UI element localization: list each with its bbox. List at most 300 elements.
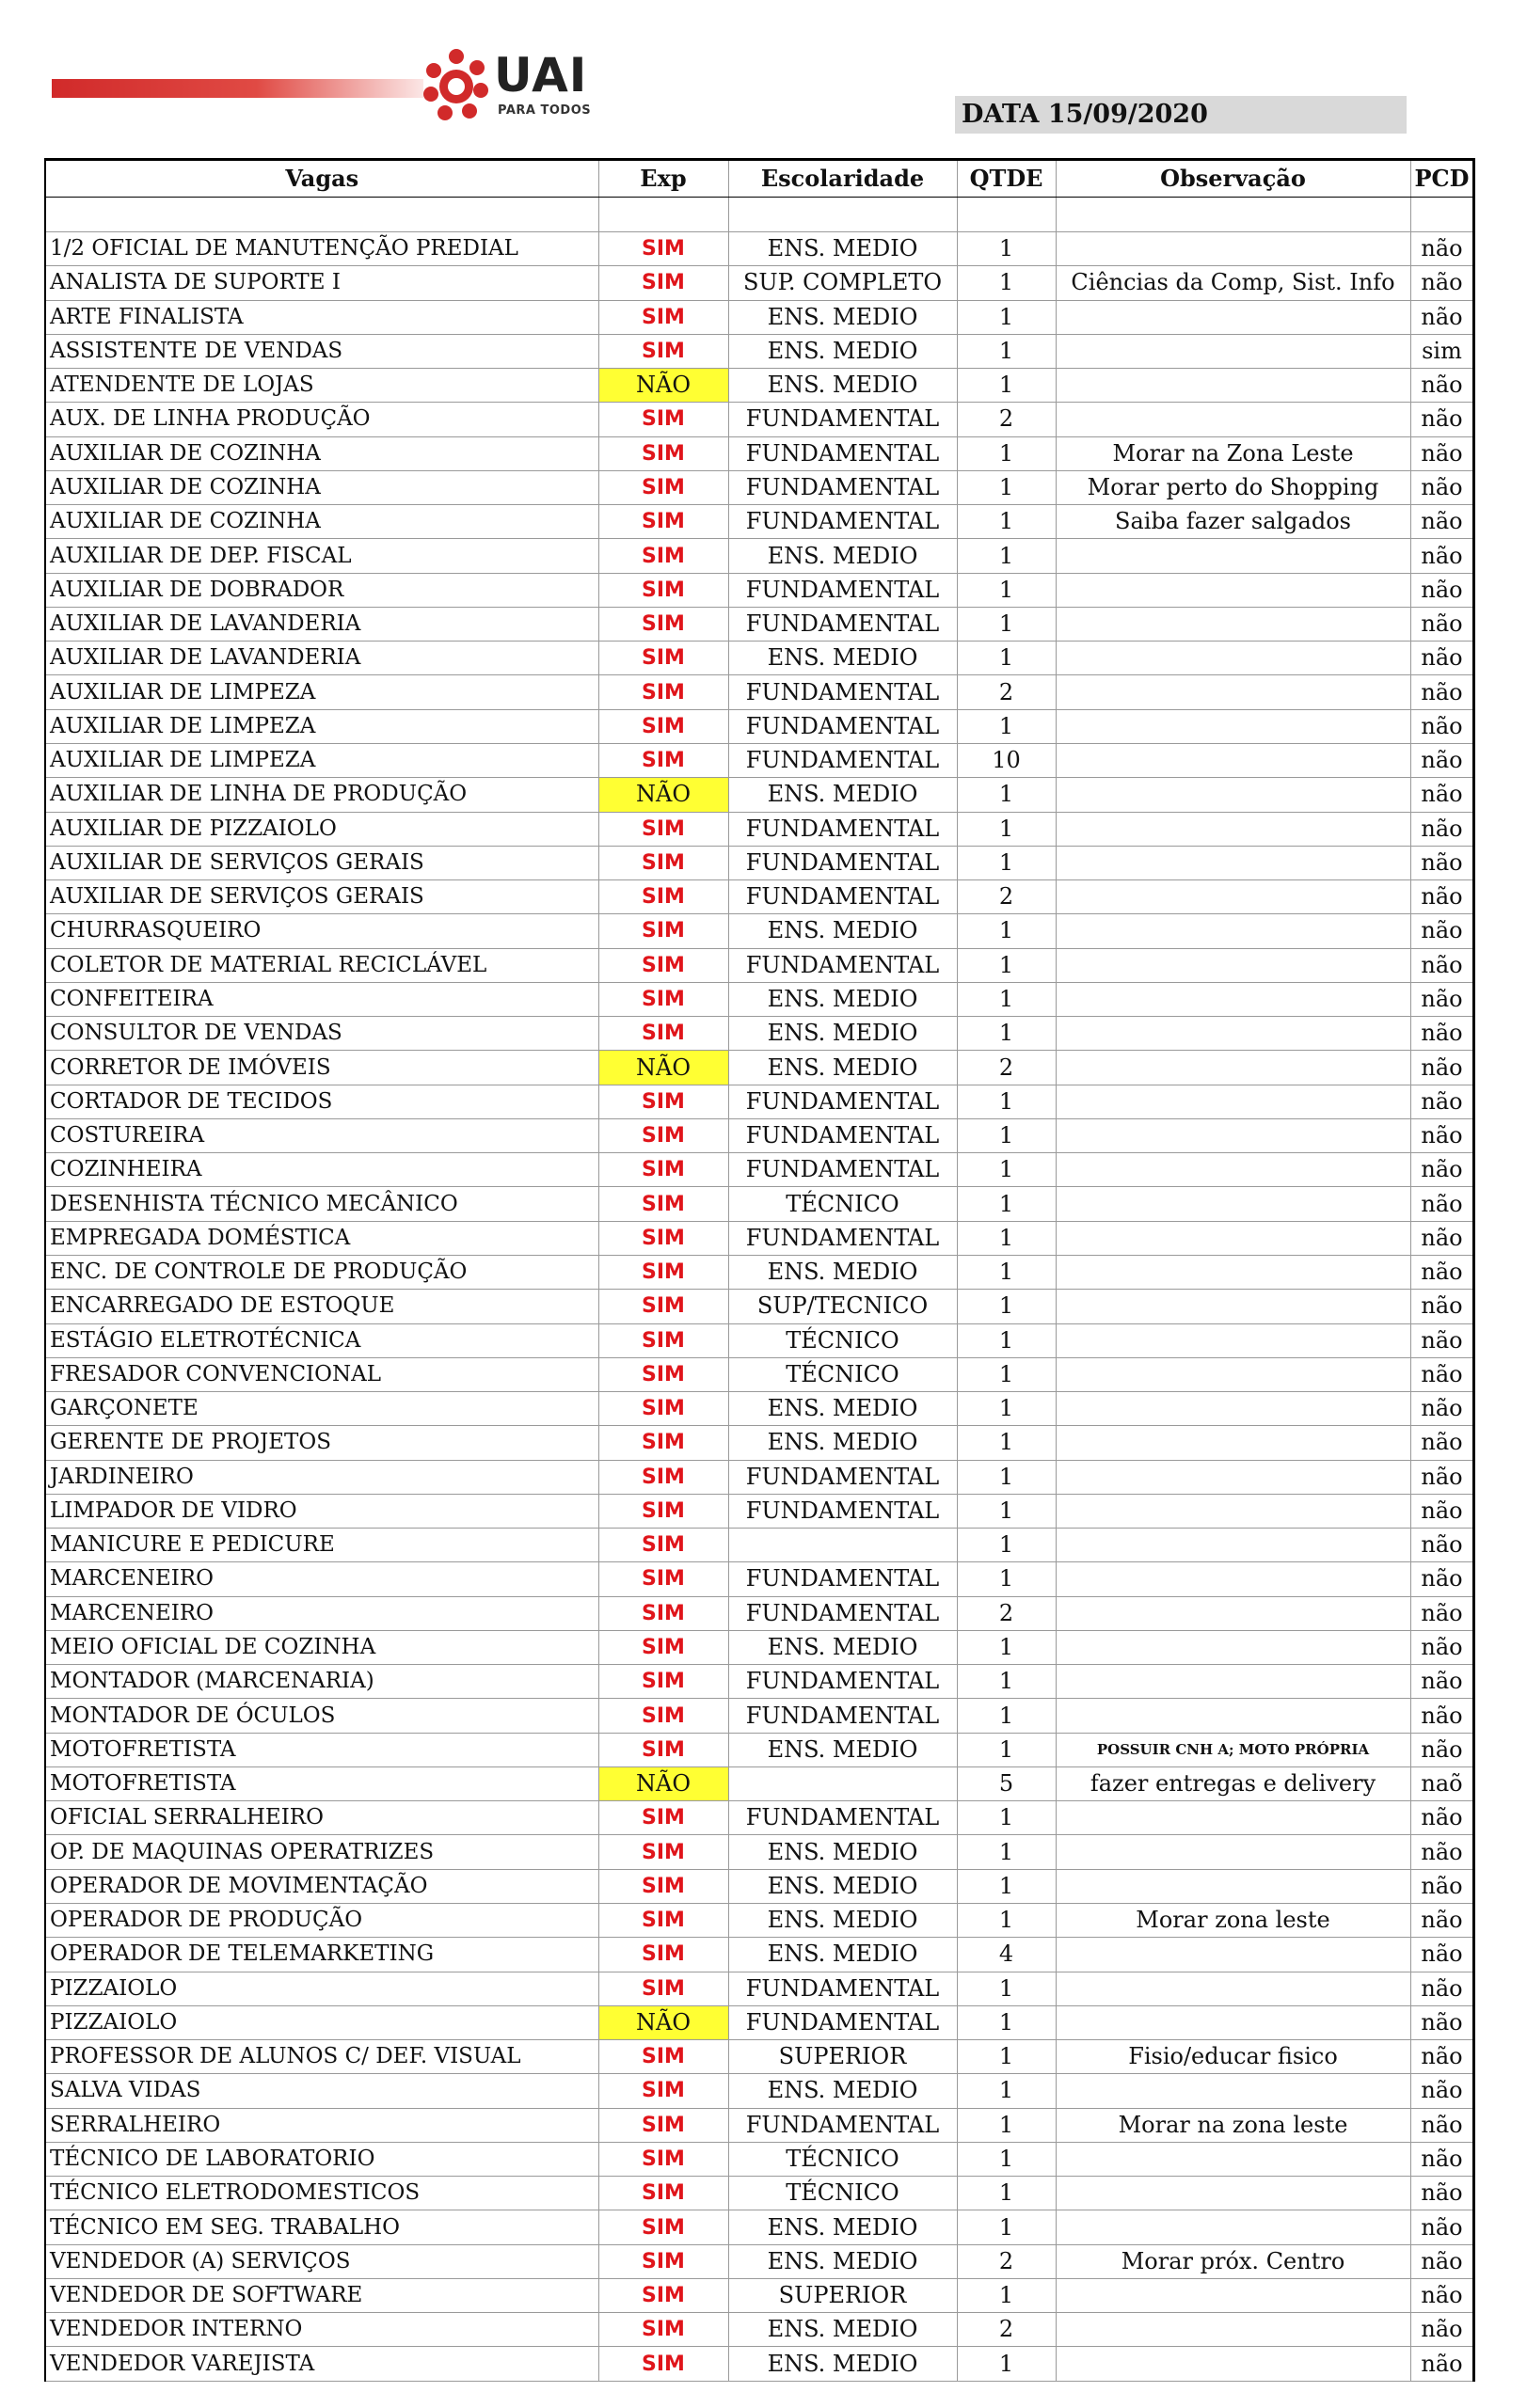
cell-escolaridade: ENS. MEDIO — [728, 1733, 957, 1766]
cell-observacao — [1056, 1835, 1410, 1869]
cell-escolaridade: ENS. MEDIO — [728, 1392, 957, 1426]
cell-exp: SIM — [598, 1938, 728, 1972]
cell-qtde: 1 — [957, 1699, 1056, 1733]
cell-pcd: não — [1410, 436, 1474, 470]
cell-exp: SIM — [598, 1085, 728, 1118]
cell-escolaridade: SUP. COMPLETO — [728, 266, 957, 300]
cell-qtde: 1 — [957, 2177, 1056, 2210]
cell-escolaridade: ENS. MEDIO — [728, 2210, 957, 2244]
cell-observacao — [1056, 812, 1410, 846]
cell-pcd: não — [1410, 743, 1474, 777]
cell-observacao — [1056, 743, 1410, 777]
cell-vaga: AUXILIAR DE PIZZAIOLO — [45, 812, 598, 846]
cell-qtde: 1 — [957, 2142, 1056, 2176]
table-row — [45, 709, 1474, 743]
cell-pcd: não — [1410, 1972, 1474, 2005]
cell-vaga: CORRETOR DE IMÓVEIS — [45, 1051, 598, 1085]
cell-observacao — [1056, 709, 1410, 743]
cell-pcd: não — [1410, 948, 1474, 982]
table-row — [45, 1187, 1474, 1221]
cell-qtde: 1 — [957, 1562, 1056, 1596]
cell-exp: SIM — [598, 1665, 728, 1699]
cell-exp: SIM — [598, 2278, 728, 2312]
cell-pcd: não — [1410, 778, 1474, 812]
cell-qtde: 2 — [957, 1051, 1056, 1085]
cell-exp: SIM — [598, 2244, 728, 2278]
cell-exp: SIM — [598, 1801, 728, 1835]
cell-pcd: não — [1410, 1221, 1474, 1255]
table-row — [45, 1835, 1474, 1869]
cell-pcd: não — [1410, 505, 1474, 539]
table-row — [45, 778, 1474, 812]
cell-observacao — [1056, 232, 1410, 266]
cell-escolaridade: ENS. MEDIO — [728, 1904, 957, 1938]
cell-exp: SIM — [598, 709, 728, 743]
table-row — [45, 2074, 1474, 2108]
table-row — [45, 1460, 1474, 1494]
cell-exp: SIM — [598, 403, 728, 436]
cell-vaga: TÉCNICO EM SEG. TRABALHO — [45, 2210, 598, 2244]
cell-pcd: não — [1410, 1562, 1474, 1596]
cell-pcd: não — [1410, 914, 1474, 948]
table-row — [45, 1801, 1474, 1835]
table-row — [45, 403, 1474, 436]
cell-qtde: 2 — [957, 1596, 1056, 1630]
cell-vaga: ENC. DE CONTROLE DE PRODUÇÃO — [45, 1255, 598, 1289]
cell-exp: SIM — [598, 1017, 728, 1051]
cell-exp: SIM — [598, 2313, 728, 2347]
logo-subtext: PARA TODOS — [498, 103, 592, 118]
table-row — [45, 1494, 1474, 1528]
cell-vaga: AUXILIAR DE COZINHA — [45, 436, 598, 470]
cell-qtde: 1 — [957, 982, 1056, 1016]
cell-observacao — [1056, 846, 1410, 879]
cell-pcd: não — [1410, 470, 1474, 504]
cell-escolaridade: FUNDAMENTAL — [728, 505, 957, 539]
table-row — [45, 675, 1474, 709]
cell-vaga: TÉCNICO DE LABORATORIO — [45, 2142, 598, 2176]
cell-pcd: sim — [1410, 334, 1474, 368]
uai-gear-icon — [419, 45, 494, 132]
table-row — [45, 914, 1474, 948]
table-row — [45, 2347, 1474, 2381]
cell-exp: SIM — [598, 982, 728, 1016]
cell-exp: SIM — [598, 470, 728, 504]
table-header-row — [45, 160, 1474, 198]
table-row — [45, 1426, 1474, 1460]
table-row — [45, 573, 1474, 607]
cell-pcd: não — [1410, 266, 1474, 300]
cell-observacao — [1056, 642, 1410, 675]
cell-qtde: 1 — [957, 505, 1056, 539]
cell-exp: NÃO — [598, 369, 728, 403]
cell-observacao: POSSUIR CNH A; MOTO PRÓPRIA — [1056, 1733, 1410, 1766]
col-header-escolaridade: Escolaridade — [728, 160, 957, 198]
cell-escolaridade: FUNDAMENTAL — [728, 2005, 957, 2039]
col-header-vagas: Vagas — [45, 160, 598, 198]
table-row — [45, 1357, 1474, 1391]
cell-escolaridade: ENS. MEDIO — [728, 2347, 957, 2381]
table-row — [45, 2005, 1474, 2039]
cell-observacao — [1056, 2210, 1410, 2244]
cell-qtde: 5 — [957, 1766, 1056, 1800]
cell-vaga: AUXILIAR DE LAVANDERIA — [45, 642, 598, 675]
cell-vaga: OP. DE MAQUINAS OPERATRIZES — [45, 1835, 598, 1869]
cell-exp: SIM — [598, 2177, 728, 2210]
cell-qtde: 1 — [957, 1290, 1056, 1323]
cell-exp: SIM — [598, 1255, 728, 1289]
cell-pcd: não — [1410, 1699, 1474, 1733]
cell-exp: SIM — [598, 1460, 728, 1494]
cell-escolaridade: ENS. MEDIO — [728, 2074, 957, 2108]
cell-pcd: não — [1410, 369, 1474, 403]
cell-qtde: 1 — [957, 642, 1056, 675]
cell-qtde: 1 — [957, 470, 1056, 504]
cell-pcd: não — [1410, 2074, 1474, 2108]
cell-vaga: TÉCNICO ELETRODOMESTICOS — [45, 2177, 598, 2210]
cell-vaga: EMPREGADA DOMÉSTICA — [45, 1221, 598, 1255]
cell-escolaridade: ENS. MEDIO — [728, 232, 957, 266]
cell-observacao: Morar na zona leste — [1056, 2108, 1410, 2142]
cell-escolaridade: ENS. MEDIO — [728, 2313, 957, 2347]
blank-cell — [45, 198, 598, 232]
cell-escolaridade: ENS. MEDIO — [728, 1835, 957, 1869]
cell-escolaridade: FUNDAMENTAL — [728, 675, 957, 709]
table-row — [45, 2313, 1474, 2347]
cell-pcd: não — [1410, 1017, 1474, 1051]
cell-vaga: AUX. DE LINHA PRODUÇÃO — [45, 403, 598, 436]
cell-pcd: não — [1410, 675, 1474, 709]
cell-escolaridade: FUNDAMENTAL — [728, 948, 957, 982]
cell-pcd: não — [1410, 2005, 1474, 2039]
cell-exp: SIM — [598, 539, 728, 573]
cell-pcd: não — [1410, 1835, 1474, 1869]
cell-pcd: não — [1410, 1426, 1474, 1460]
cell-escolaridade: ENS. MEDIO — [728, 1869, 957, 1903]
cell-pcd: não — [1410, 232, 1474, 266]
cell-vaga: AUXILIAR DE SERVIÇOS GERAIS — [45, 846, 598, 879]
cell-exp: SIM — [598, 642, 728, 675]
cell-exp: SIM — [598, 1562, 728, 1596]
table-row — [45, 2177, 1474, 2210]
cell-exp: SIM — [598, 1357, 728, 1391]
cell-qtde: 2 — [957, 2313, 1056, 2347]
cell-escolaridade: FUNDAMENTAL — [728, 1221, 957, 1255]
cell-observacao: Morar zona leste — [1056, 1904, 1410, 1938]
cell-vaga: DESENHISTA TÉCNICO MECÂNICO — [45, 1187, 598, 1221]
cell-observacao — [1056, 1938, 1410, 1972]
cell-pcd: não — [1410, 1392, 1474, 1426]
cell-exp: SIM — [598, 743, 728, 777]
cell-vaga: ATENDENTE DE LOJAS — [45, 369, 598, 403]
cell-qtde: 2 — [957, 2244, 1056, 2278]
cell-exp: SIM — [598, 1426, 728, 1460]
cell-qtde: 1 — [957, 2040, 1056, 2074]
cell-observacao — [1056, 1051, 1410, 1085]
cell-qtde: 1 — [957, 1255, 1056, 1289]
cell-escolaridade: ENS. MEDIO — [728, 539, 957, 573]
cell-escolaridade: FUNDAMENTAL — [728, 1665, 957, 1699]
cell-pcd: não — [1410, 1051, 1474, 1085]
cell-exp: SIM — [598, 948, 728, 982]
cell-qtde: 1 — [957, 539, 1056, 573]
cell-vaga: MOTOFRETISTA — [45, 1733, 598, 1766]
cell-vaga: AUXILIAR DE COZINHA — [45, 505, 598, 539]
cell-exp: SIM — [598, 1630, 728, 1664]
cell-qtde: 1 — [957, 1801, 1056, 1835]
cell-qtde: 1 — [957, 266, 1056, 300]
cell-exp: SIM — [598, 505, 728, 539]
cell-escolaridade — [728, 1766, 957, 1800]
cell-observacao: Fisio/educar fisico — [1056, 2040, 1410, 2074]
cell-vaga: AUXILIAR DE LINHA DE PRODUÇÃO — [45, 778, 598, 812]
cell-vaga: COSTUREIRA — [45, 1118, 598, 1152]
cell-vaga: SALVA VIDAS — [45, 2074, 598, 2108]
cell-qtde: 1 — [957, 2278, 1056, 2312]
cell-exp: SIM — [598, 1904, 728, 1938]
table-row — [45, 1630, 1474, 1664]
table-row — [45, 436, 1474, 470]
cell-qtde: 1 — [957, 1972, 1056, 2005]
cell-escolaridade — [728, 1529, 957, 1562]
cell-exp: SIM — [598, 1187, 728, 1221]
cell-observacao — [1056, 539, 1410, 573]
cell-observacao — [1056, 1630, 1410, 1664]
cell-pcd: não — [1410, 880, 1474, 914]
cell-vaga: VENDEDOR (A) SERVIÇOS — [45, 2244, 598, 2278]
cell-exp: NÃO — [598, 778, 728, 812]
cell-escolaridade: FUNDAMENTAL — [728, 1596, 957, 1630]
cell-vaga: AUXILIAR DE LAVANDERIA — [45, 607, 598, 641]
table-row — [45, 2210, 1474, 2244]
cell-escolaridade: FUNDAMENTAL — [728, 1118, 957, 1152]
cell-qtde: 1 — [957, 607, 1056, 641]
cell-observacao — [1056, 880, 1410, 914]
cell-escolaridade: ENS. MEDIO — [728, 334, 957, 368]
cell-observacao — [1056, 1529, 1410, 1562]
cell-vaga: AUXILIAR DE LIMPEZA — [45, 743, 598, 777]
cell-escolaridade: ENS. MEDIO — [728, 1051, 957, 1085]
cell-exp: NÃO — [598, 1051, 728, 1085]
cell-qtde: 1 — [957, 846, 1056, 879]
cell-vaga: AUXILIAR DE DEP. FISCAL — [45, 539, 598, 573]
cell-exp: SIM — [598, 1494, 728, 1528]
cell-escolaridade: FUNDAMENTAL — [728, 1699, 957, 1733]
table-row — [45, 1153, 1474, 1187]
cell-vaga: PIZZAIOLO — [45, 2005, 598, 2039]
cell-vaga: MONTADOR DE ÓCULOS — [45, 1699, 598, 1733]
cell-qtde: 1 — [957, 300, 1056, 334]
cell-exp: SIM — [598, 1699, 728, 1733]
cell-exp: SIM — [598, 2108, 728, 2142]
cell-pcd: não — [1410, 1323, 1474, 1357]
cell-observacao: fazer entregas e delivery — [1056, 1766, 1410, 1800]
cell-vaga: ASSISTENTE DE VENDAS — [45, 334, 598, 368]
cell-vaga: MOTOFRETISTA — [45, 1766, 598, 1800]
cell-exp: SIM — [598, 1153, 728, 1187]
table-body — [45, 198, 1474, 2382]
cell-vaga: 1/2 OFICIAL DE MANUTENÇÃO PREDIAL — [45, 232, 598, 266]
cell-escolaridade: FUNDAMENTAL — [728, 1562, 957, 1596]
cell-qtde: 1 — [957, 1017, 1056, 1051]
cell-observacao — [1056, 1562, 1410, 1596]
cell-pcd: não — [1410, 2313, 1474, 2347]
table-row — [45, 607, 1474, 641]
cell-exp: SIM — [598, 1221, 728, 1255]
cell-pcd: não — [1410, 1596, 1474, 1630]
cell-vaga: MONTADOR (MARCENARIA) — [45, 1665, 598, 1699]
table-row — [45, 2278, 1474, 2312]
cell-exp: SIM — [598, 675, 728, 709]
cell-qtde: 2 — [957, 675, 1056, 709]
cell-pcd: não — [1410, 1733, 1474, 1766]
cell-pcd: não — [1410, 1938, 1474, 1972]
cell-qtde: 1 — [957, 1529, 1056, 1562]
cell-escolaridade: ENS. MEDIO — [728, 300, 957, 334]
cell-qtde: 1 — [957, 573, 1056, 607]
cell-exp: SIM — [598, 2347, 728, 2381]
cell-vaga: CHURRASQUEIRO — [45, 914, 598, 948]
cell-exp: SIM — [598, 1529, 728, 1562]
cell-observacao — [1056, 300, 1410, 334]
cell-qtde: 1 — [957, 1460, 1056, 1494]
cell-qtde: 1 — [957, 1323, 1056, 1357]
cell-observacao: Ciências da Comp, Sist. Info — [1056, 266, 1410, 300]
blank-row — [45, 198, 1474, 232]
cell-observacao — [1056, 1290, 1410, 1323]
cell-observacao — [1056, 1323, 1410, 1357]
cell-pcd: não — [1410, 1494, 1474, 1528]
cell-escolaridade: SUP/TECNICO — [728, 1290, 957, 1323]
cell-qtde: 1 — [957, 1118, 1056, 1152]
cell-exp: SIM — [598, 334, 728, 368]
cell-escolaridade: FUNDAMENTAL — [728, 2108, 957, 2142]
cell-vaga: OPERADOR DE MOVIMENTAÇÃO — [45, 1869, 598, 1903]
cell-exp: SIM — [598, 1835, 728, 1869]
cell-vaga: JARDINEIRO — [45, 1460, 598, 1494]
table-row — [45, 2040, 1474, 2074]
cell-vaga: FRESADOR CONVENCIONAL — [45, 1357, 598, 1391]
cell-observacao — [1056, 1494, 1410, 1528]
cell-qtde: 1 — [957, 1221, 1056, 1255]
cell-escolaridade: ENS. MEDIO — [728, 642, 957, 675]
cell-observacao — [1056, 607, 1410, 641]
cell-vaga: CORTADOR DE TECIDOS — [45, 1085, 598, 1118]
cell-qtde: 1 — [957, 436, 1056, 470]
cell-pcd: não — [1410, 2347, 1474, 2381]
cell-pcd: não — [1410, 300, 1474, 334]
cell-pcd: não — [1410, 1630, 1474, 1664]
cell-observacao — [1056, 2313, 1410, 2347]
cell-observacao — [1056, 1665, 1410, 1699]
cell-escolaridade: FUNDAMENTAL — [728, 1460, 957, 1494]
cell-vaga: SERRALHEIRO — [45, 2108, 598, 2142]
cell-pcd: naõ — [1410, 1766, 1474, 1800]
logo-text: UAI — [494, 48, 588, 103]
cell-vaga: MARCENEIRO — [45, 1562, 598, 1596]
cell-pcd: não — [1410, 403, 1474, 436]
blank-cell — [957, 198, 1056, 232]
cell-escolaridade: FUNDAMENTAL — [728, 743, 957, 777]
cell-qtde: 1 — [957, 2347, 1056, 2381]
cell-escolaridade: FUNDAMENTAL — [728, 1153, 957, 1187]
table-row — [45, 1051, 1474, 1085]
cell-qtde: 1 — [957, 2210, 1056, 2244]
cell-escolaridade: ENS. MEDIO — [728, 982, 957, 1016]
cell-observacao — [1056, 1699, 1410, 1733]
cell-observacao — [1056, 1596, 1410, 1630]
uai-logo — [419, 45, 607, 132]
cell-qtde: 1 — [957, 1630, 1056, 1664]
cell-escolaridade: FUNDAMENTAL — [728, 436, 957, 470]
table-row — [45, 1529, 1474, 1562]
cell-escolaridade: FUNDAMENTAL — [728, 607, 957, 641]
table-row — [45, 1665, 1474, 1699]
cell-qtde: 1 — [957, 914, 1056, 948]
cell-exp: SIM — [598, 846, 728, 879]
cell-escolaridade: FUNDAMENTAL — [728, 880, 957, 914]
cell-observacao — [1056, 675, 1410, 709]
table-row — [45, 812, 1474, 846]
cell-vaga: MARCENEIRO — [45, 1596, 598, 1630]
cell-escolaridade: SUPERIOR — [728, 2040, 957, 2074]
table-row — [45, 232, 1474, 266]
cell-exp: SIM — [598, 2142, 728, 2176]
cell-exp: SIM — [598, 1972, 728, 2005]
cell-escolaridade: ENS. MEDIO — [728, 778, 957, 812]
cell-exp: SIM — [598, 436, 728, 470]
blank-cell — [728, 198, 957, 232]
cell-pcd: não — [1410, 642, 1474, 675]
cell-pcd: não — [1410, 1357, 1474, 1391]
cell-pcd: não — [1410, 2040, 1474, 2074]
cell-exp: SIM — [598, 1118, 728, 1152]
cell-pcd: não — [1410, 709, 1474, 743]
cell-pcd: não — [1410, 1869, 1474, 1903]
table-row — [45, 1255, 1474, 1289]
cell-qtde: 1 — [957, 812, 1056, 846]
cell-vaga: COZINHEIRA — [45, 1153, 598, 1187]
table-row — [45, 743, 1474, 777]
cell-pcd: não — [1410, 1904, 1474, 1938]
cell-qtde: 1 — [957, 1904, 1056, 1938]
cell-qtde: 1 — [957, 1835, 1056, 1869]
cell-qtde: 1 — [957, 1426, 1056, 1460]
cell-exp: SIM — [598, 607, 728, 641]
cell-observacao — [1056, 914, 1410, 948]
cell-qtde: 1 — [957, 1187, 1056, 1221]
blank-cell — [1410, 198, 1474, 232]
cell-observacao: Morar perto do Shopping — [1056, 470, 1410, 504]
cell-qtde: 2 — [957, 403, 1056, 436]
cell-escolaridade: TÉCNICO — [728, 2177, 957, 2210]
cell-exp: SIM — [598, 914, 728, 948]
cell-exp: SIM — [598, 1323, 728, 1357]
cell-observacao: Saiba fazer salgados — [1056, 505, 1410, 539]
cell-escolaridade: FUNDAMENTAL — [728, 812, 957, 846]
cell-pcd: não — [1410, 982, 1474, 1016]
table-row — [45, 1017, 1474, 1051]
cell-qtde: 1 — [957, 1665, 1056, 1699]
cell-escolaridade: FUNDAMENTAL — [728, 1972, 957, 2005]
cell-exp: SIM — [598, 1596, 728, 1630]
cell-observacao — [1056, 2347, 1410, 2381]
cell-vaga: ENCARREGADO DE ESTOQUE — [45, 1290, 598, 1323]
table-row — [45, 1766, 1474, 1800]
table-row — [45, 1699, 1474, 1733]
cell-pcd: não — [1410, 1255, 1474, 1289]
col-header-observacao: Observação — [1056, 160, 1410, 198]
